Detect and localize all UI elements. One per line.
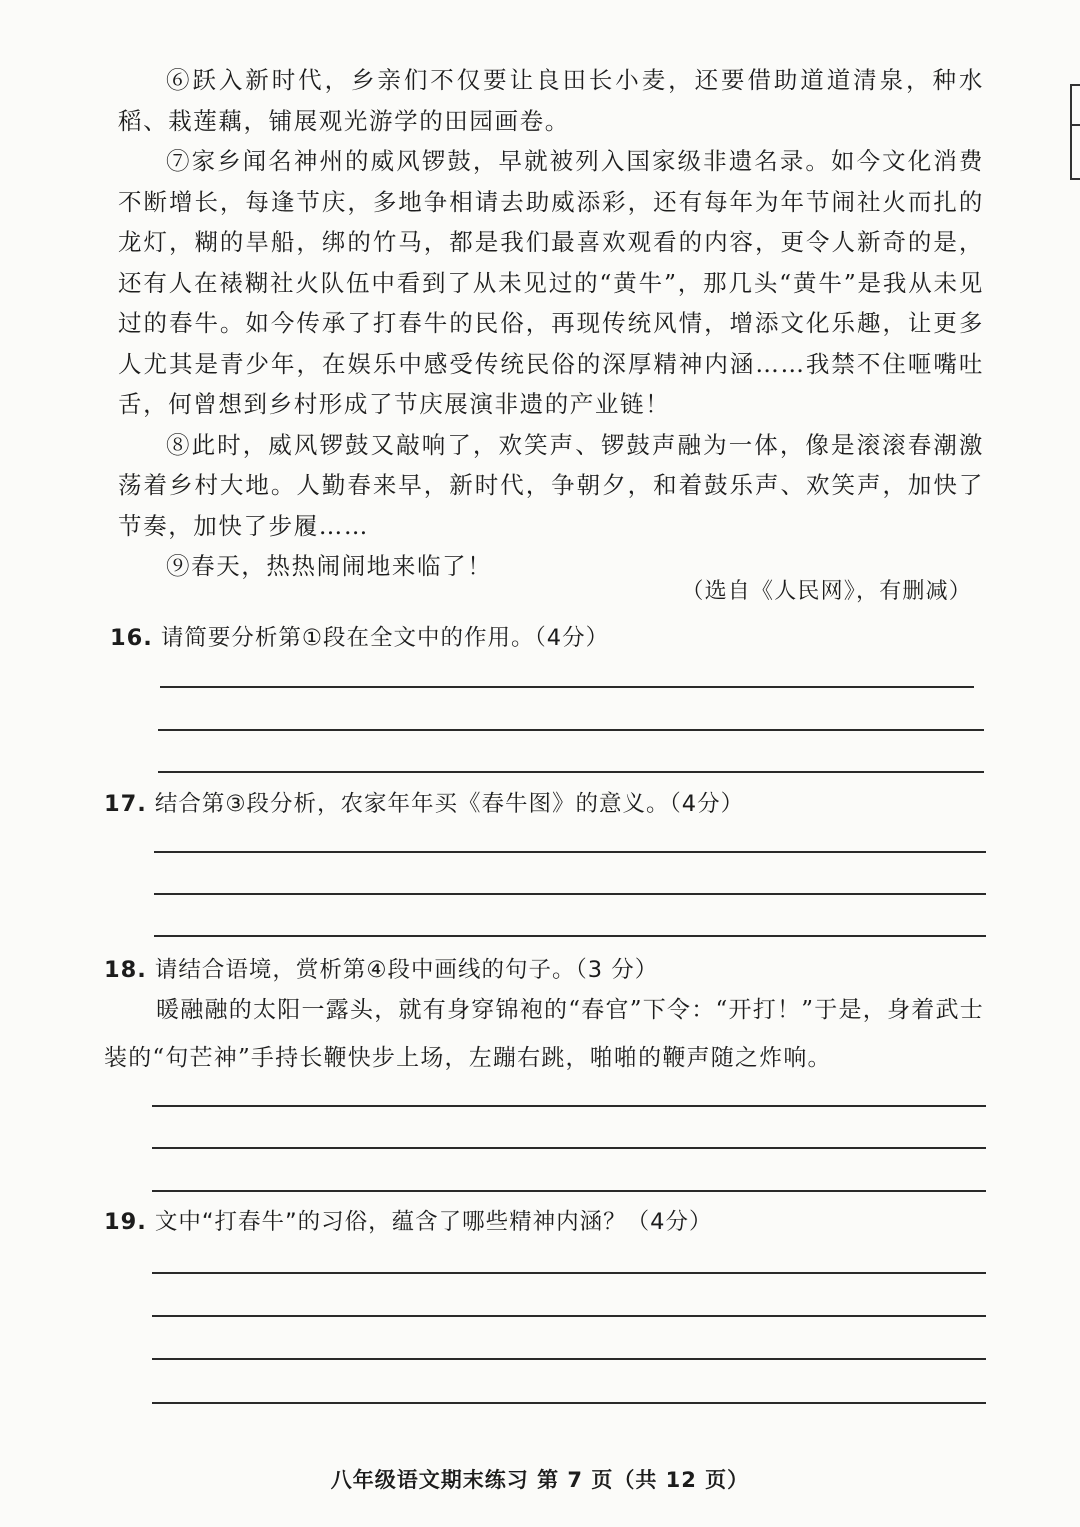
answer-line[interactable] bbox=[154, 851, 986, 853]
answer-line[interactable] bbox=[152, 1147, 986, 1149]
answer-line[interactable] bbox=[152, 1315, 986, 1317]
answer-line[interactable] bbox=[152, 1105, 986, 1107]
answer-line[interactable] bbox=[158, 771, 984, 773]
page-footer: 八年级语文期末练习 第 7 页（共 12 页） bbox=[330, 1468, 750, 1492]
question-text: 结合第③段分析，农家年年买《春牛图》的意义。（4分） bbox=[154, 791, 745, 817]
answer-line[interactable] bbox=[160, 686, 974, 688]
passage-source: （选自《人民网》，有删减） bbox=[681, 579, 972, 604]
answer-line[interactable] bbox=[158, 729, 984, 731]
question-number: 19. bbox=[104, 1209, 147, 1235]
answer-line[interactable] bbox=[152, 1402, 986, 1404]
answer-line[interactable] bbox=[154, 935, 986, 937]
binding-margin-mark bbox=[1070, 84, 1080, 180]
question-number: 18. bbox=[104, 957, 147, 983]
underlined-sentence-quote: 暖融融的太阳一露头，就有身穿锦袍的“春官”下令：“开打！”于是，身着武士装的“句芒神”手持长鞭快步上场，左蹦右跳，啪啪的鞭声随之炸响。 bbox=[104, 997, 984, 1071]
answer-line[interactable] bbox=[152, 1190, 986, 1192]
answer-line[interactable] bbox=[152, 1272, 986, 1274]
answer-line[interactable] bbox=[152, 1358, 986, 1360]
paragraph-6: ⑥跃入新时代，乡亲们不仅要让良田长小麦，还要借助道道清泉，种水稻、栽莲藕，铺展观光游学的田园画卷。 bbox=[118, 66, 984, 135]
question-19 bbox=[104, 1204, 713, 1236]
question-number: 17. bbox=[104, 791, 147, 817]
question-text: 文中“打春牛”的习俗，蕴含了哪些精神内涵？（4分） bbox=[154, 1209, 713, 1235]
answer-line[interactable] bbox=[154, 893, 986, 895]
binding-margin-mark-divider bbox=[1072, 124, 1080, 126]
question-16 bbox=[110, 620, 609, 652]
question-text: 请结合语境，赏析第④段中画线的句子。（3 分） bbox=[154, 957, 659, 983]
question-number: 16. bbox=[110, 625, 153, 651]
paragraph-7: ⑦家乡闻名神州的威风锣鼓，早就被列入国家级非遗名录。如今文化消费不断增长，每逢节庆，多地争相请去助威添彩，还有每年为年节闹社火而扎的龙灯，糊的旱船，绑的竹马，都是我们最喜欢观看的内容，更令人新奇的是，还有人在裱糊社火队伍中看到了从未见过的“黄牛”，那几头“黄牛”是我从未见过的春牛。如今传承了打春牛的民俗，再现传统风情，增添文化乐趣，让更多人尤其是青少年，在娱乐中感受传统民俗的深厚精神内涵……我禁不住咂嘴吐舌，何曾想到乡村形成了节庆展演非遗的产业链！ bbox=[118, 147, 984, 418]
paragraph-9: ⑨春天，热热闹闹地来临了！ bbox=[166, 552, 493, 580]
question-17 bbox=[104, 786, 744, 818]
reading-passage bbox=[118, 60, 984, 587]
question-18 bbox=[104, 952, 658, 984]
question-text: 请简要分析第①段在全文中的作用。（4分） bbox=[160, 625, 610, 651]
paragraph-8: ⑧此时，威风锣鼓又敲响了，欢笑声、锣鼓声融为一体，像是滚滚春潮激荡着乡村大地。人勤春来早，新时代，争朝夕，和着鼓乐声、欢笑声，加快了节奏，加快了步履…… bbox=[118, 430, 984, 540]
